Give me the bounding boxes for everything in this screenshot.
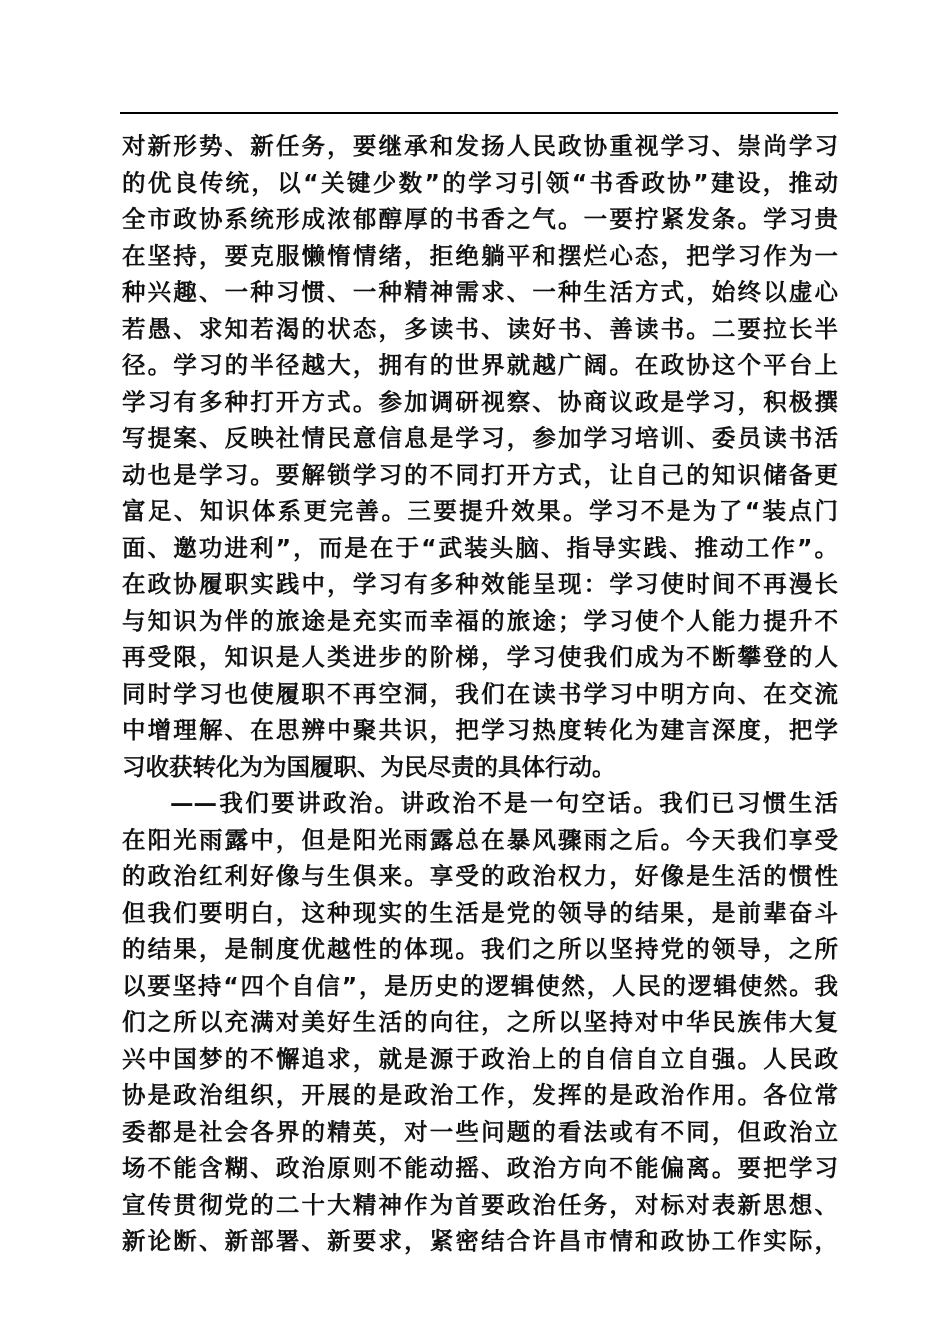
text-line: 场不能含糊、政治原则不能动摇、政治方向不能偏离。要把学习: [122, 1154, 838, 1182]
text-line: 们之所以充满对美好生活的向往，之所以坚持对中华民族伟大复: [122, 1008, 838, 1036]
text-line: 兴中国梦的不懈追求，就是源于政治上的自信自立自强。人民政: [122, 1044, 838, 1073]
text-line: 但我们要明白，这种现实的生活是党的领导的结果，是前辈奋斗: [122, 898, 838, 927]
text-line: 宣传贯彻党的二十大精神作为首要政治任务，对标对表新思想、: [122, 1190, 838, 1219]
text-line: 协是政治组织，开展的是政治工作，发挥的是政治作用。各位常: [122, 1081, 838, 1109]
text-line: 全市政协系统形成浓郁醇厚的书香之气。一要拧紧发条。学习贵: [122, 205, 838, 233]
text-line: 新论断、新部署、新要求，紧密结合许昌市情和政协工作实际，: [122, 1227, 838, 1255]
text-line: 同时学习也使履职不再空洞，我们在读书学习中明方向、在交流: [122, 679, 838, 708]
text-line: 种兴趣、一种习惯、一种精神需求、一种生活方式，始终以虚心: [122, 278, 838, 306]
text-line: 对新形势、新任务，要继承和发扬人民政协重视学习、崇尚学习: [122, 132, 838, 160]
text-line: 与知识为伴的旅途是充实而幸福的旅途；学习使个人能力提升不: [122, 606, 838, 635]
paragraph-first-line: ——我们要讲政治。讲政治不是一句空话。我们已习惯生活: [170, 789, 838, 817]
paragraph-last-line: 习收获转化为为国履职、为民尽责的具体行动。: [122, 752, 616, 781]
text-line: 以要坚持“四个自信”，是历史的逻辑使然，人民的逻辑使然。我: [122, 971, 838, 1000]
text-line: 动也是学习。要解锁学习的不同打开方式，让自己的知识储备更: [122, 460, 838, 489]
text-line: 的优良传统，以“关键少数”的学习引领“书香政协”建设，推动: [122, 168, 838, 197]
text-line: 径。学习的半径越大，拥有的世界就越广阔。在政协这个平台上: [122, 351, 838, 379]
text-line: 在坚持，要克服懒惰情绪，拒绝躺平和摆烂心态，把学习作为一: [122, 241, 838, 270]
text-line: 的结果，是制度优越性的体现。我们之所以坚持党的领导，之所: [122, 935, 838, 963]
text-line: 在政协履职实践中，学习有多种效能呈现：学习使时间不再漫长: [122, 570, 838, 598]
text-line: 中增理解、在思辨中聚共识，把学习热度转化为建言深度，把学: [122, 716, 838, 744]
header-rule: [120, 112, 838, 114]
text-line: 在阳光雨露中，但是阳光雨露总在暴风骤雨之后。今天我们享受: [122, 825, 838, 854]
text-line: 若愚、求知若渴的状态，多读书、读好书、善读书。二要拉长半: [122, 314, 838, 343]
text-line: 面、邀功进利”，而是在于“武装头脑、指导实践、推动工作”。: [122, 533, 838, 562]
text-line: 写提案、反映社情民意信息是学习，参加学习培训、委员读书活: [122, 424, 838, 452]
text-line: 富足、知识体系更完善。三要提升效果。学习不是为了“装点门: [122, 497, 838, 525]
text-line: 学习有多种打开方式。参加调研视察、协商议政是学习，积极撰: [122, 387, 838, 416]
text-line: 委都是社会各界的精英，对一些问题的看法或有不同，但政治立: [122, 1117, 838, 1146]
text-line: 再受限，知识是人类进步的阶梯，学习使我们成为不断攀登的人: [122, 643, 838, 671]
text-line: 的政治红利好像与生俱来。享受的政治权力，好像是生活的惯性: [122, 862, 838, 890]
body-text: [122, 128, 838, 1260]
